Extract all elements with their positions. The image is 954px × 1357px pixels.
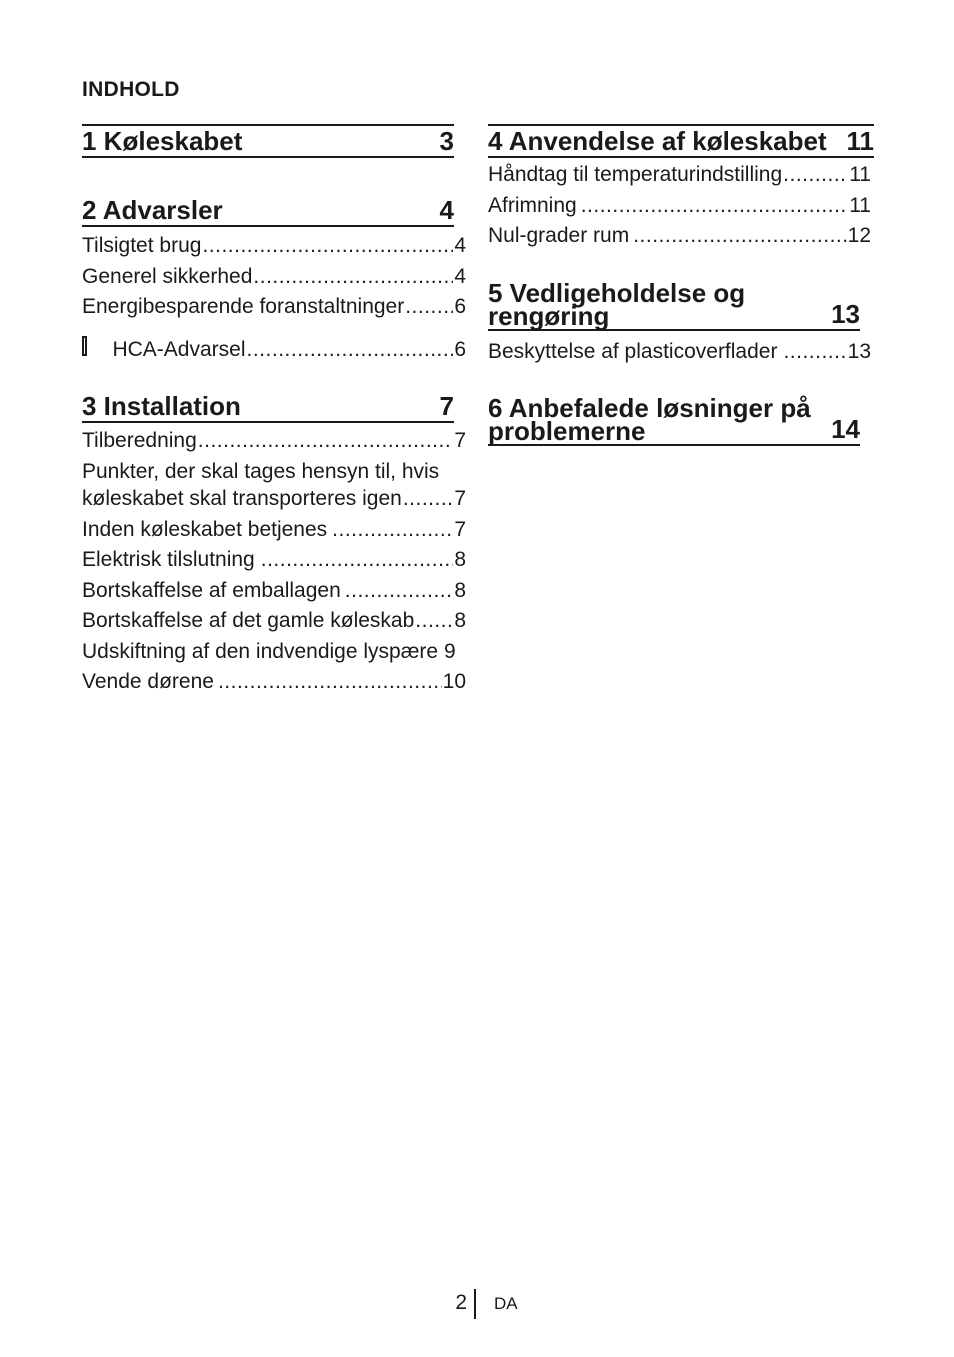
- entry-title: Tilberedning: [82, 429, 197, 452]
- missing-glyph-icon: [82, 336, 87, 356]
- leader-dots: [581, 193, 848, 219]
- entry-title: Bortskaffelse af det gamle køleskab: [82, 609, 415, 632]
- toc-entry[interactable]: [82, 264, 466, 290]
- entry-title-line2: køleskabet skal transporteres igen: [82, 487, 402, 510]
- section-page: 11: [846, 126, 874, 156]
- entry-page: 4: [454, 234, 466, 257]
- toc-entry[interactable]: [488, 223, 871, 249]
- toc-entry[interactable]: [82, 547, 466, 573]
- leader-dots: [218, 669, 442, 695]
- section-heading-4[interactable]: [488, 124, 874, 158]
- entry-page: 6: [454, 295, 466, 318]
- leader-dots: [198, 428, 454, 454]
- entry-page: 10: [442, 670, 466, 693]
- entry-title: Afrimning: [488, 194, 577, 217]
- entry-page: 8: [454, 548, 466, 571]
- entry-title: Inden køleskabet betjenes: [82, 518, 328, 541]
- section-title: 1 Køleskabet: [82, 126, 243, 156]
- entry-page: 7: [454, 518, 466, 541]
- leader-dots: [332, 517, 453, 543]
- entry-title: Generel sikkerhed: [82, 265, 253, 288]
- section-title-line2: problemerne: [488, 416, 646, 446]
- toc-entry[interactable]: [82, 639, 475, 665]
- section-heading-2[interactable]: [82, 196, 454, 227]
- leader-dots: [405, 294, 453, 320]
- toc-entry[interactable]: [82, 458, 466, 512]
- page-footer: [0, 1289, 954, 1319]
- section-title: 3 Installation: [82, 391, 241, 421]
- toc-entry[interactable]: [82, 578, 466, 604]
- section-heading-1[interactable]: [82, 124, 454, 158]
- entry-page: 4: [454, 265, 466, 288]
- entry-page: 7: [454, 429, 466, 452]
- entry-page: 8: [454, 609, 466, 632]
- section-page: 13: [831, 299, 860, 329]
- entry-title: Tilsigtet brug: [82, 234, 202, 257]
- entry-title: Udskiftning af den indvendige lyspære: [82, 640, 439, 663]
- section-heading-6[interactable]: [488, 393, 860, 446]
- section-title-line1: 6 Anbefalede løsninger på: [488, 393, 811, 423]
- entry-page: 12: [847, 224, 871, 247]
- toc-entry[interactable]: [82, 428, 466, 454]
- leader-dots: [783, 162, 848, 188]
- toc-entry[interactable]: [82, 669, 466, 695]
- entry-title: Håndtag til temperaturindstilling: [488, 163, 783, 186]
- leader-dots: [345, 578, 454, 604]
- leader-dots: [247, 337, 454, 363]
- section-title: 4 Anvendelse af køleskabet: [488, 126, 827, 156]
- entry-title: HCA-Advarsel: [112, 338, 246, 361]
- section-page: 4: [439, 195, 454, 225]
- section-title-line2: rengøring: [488, 301, 610, 331]
- leader-dots: [633, 223, 846, 249]
- leader-dots: [202, 233, 453, 259]
- section-title-line1: 5 Vedligeholdelse og: [488, 278, 746, 308]
- toc-entry[interactable]: [82, 233, 466, 259]
- entry-page: 9: [444, 640, 456, 663]
- entry-title: Elektrisk tilslutning: [82, 548, 255, 571]
- entry-title: Nul-grader rum: [488, 224, 630, 247]
- entry-page: 6: [454, 338, 466, 361]
- section-title: 2 Advarsler: [82, 195, 223, 225]
- page-title: INDHOLD: [82, 78, 180, 101]
- entry-title-line1: Punkter, der skal tages hensyn til, hvis: [82, 460, 440, 483]
- leader-dots: [261, 547, 454, 573]
- language-code: DA: [494, 1294, 518, 1313]
- page-number: 2: [455, 1291, 467, 1314]
- leader-dots: [783, 339, 846, 365]
- section-page: 7: [439, 391, 454, 421]
- toc-entry[interactable]: [82, 336, 466, 363]
- section-heading-5[interactable]: [488, 278, 860, 331]
- toc-entry[interactable]: [82, 517, 466, 543]
- entry-title: Energibesparende foranstaltninger: [82, 295, 405, 318]
- entry-page: 13: [847, 340, 871, 363]
- toc-entry[interactable]: [82, 294, 466, 320]
- toc-entry[interactable]: [488, 162, 871, 188]
- entry-title: Bortskaffelse af emballagen: [82, 579, 341, 602]
- entry-page: 7: [454, 487, 466, 510]
- leader-dots: [415, 608, 453, 634]
- section-page: 3: [439, 126, 454, 156]
- footer-separator: [474, 1289, 476, 1319]
- leader-dots: [253, 264, 453, 290]
- entry-title-line2-row: [82, 486, 466, 512]
- leader-dots: [403, 486, 453, 512]
- toc-entry[interactable]: [488, 339, 871, 365]
- entry-page: 11: [849, 194, 871, 217]
- toc-entry[interactable]: [82, 608, 466, 634]
- entry-page: 11: [849, 163, 871, 186]
- toc-entry[interactable]: [488, 193, 871, 219]
- section-page: 14: [831, 414, 860, 444]
- entry-title: Vende dørene: [82, 670, 214, 693]
- section-heading-3[interactable]: [82, 392, 454, 423]
- entry-page: 8: [454, 579, 466, 602]
- entry-title: Beskyttelse af plasticoverflader: [488, 340, 778, 363]
